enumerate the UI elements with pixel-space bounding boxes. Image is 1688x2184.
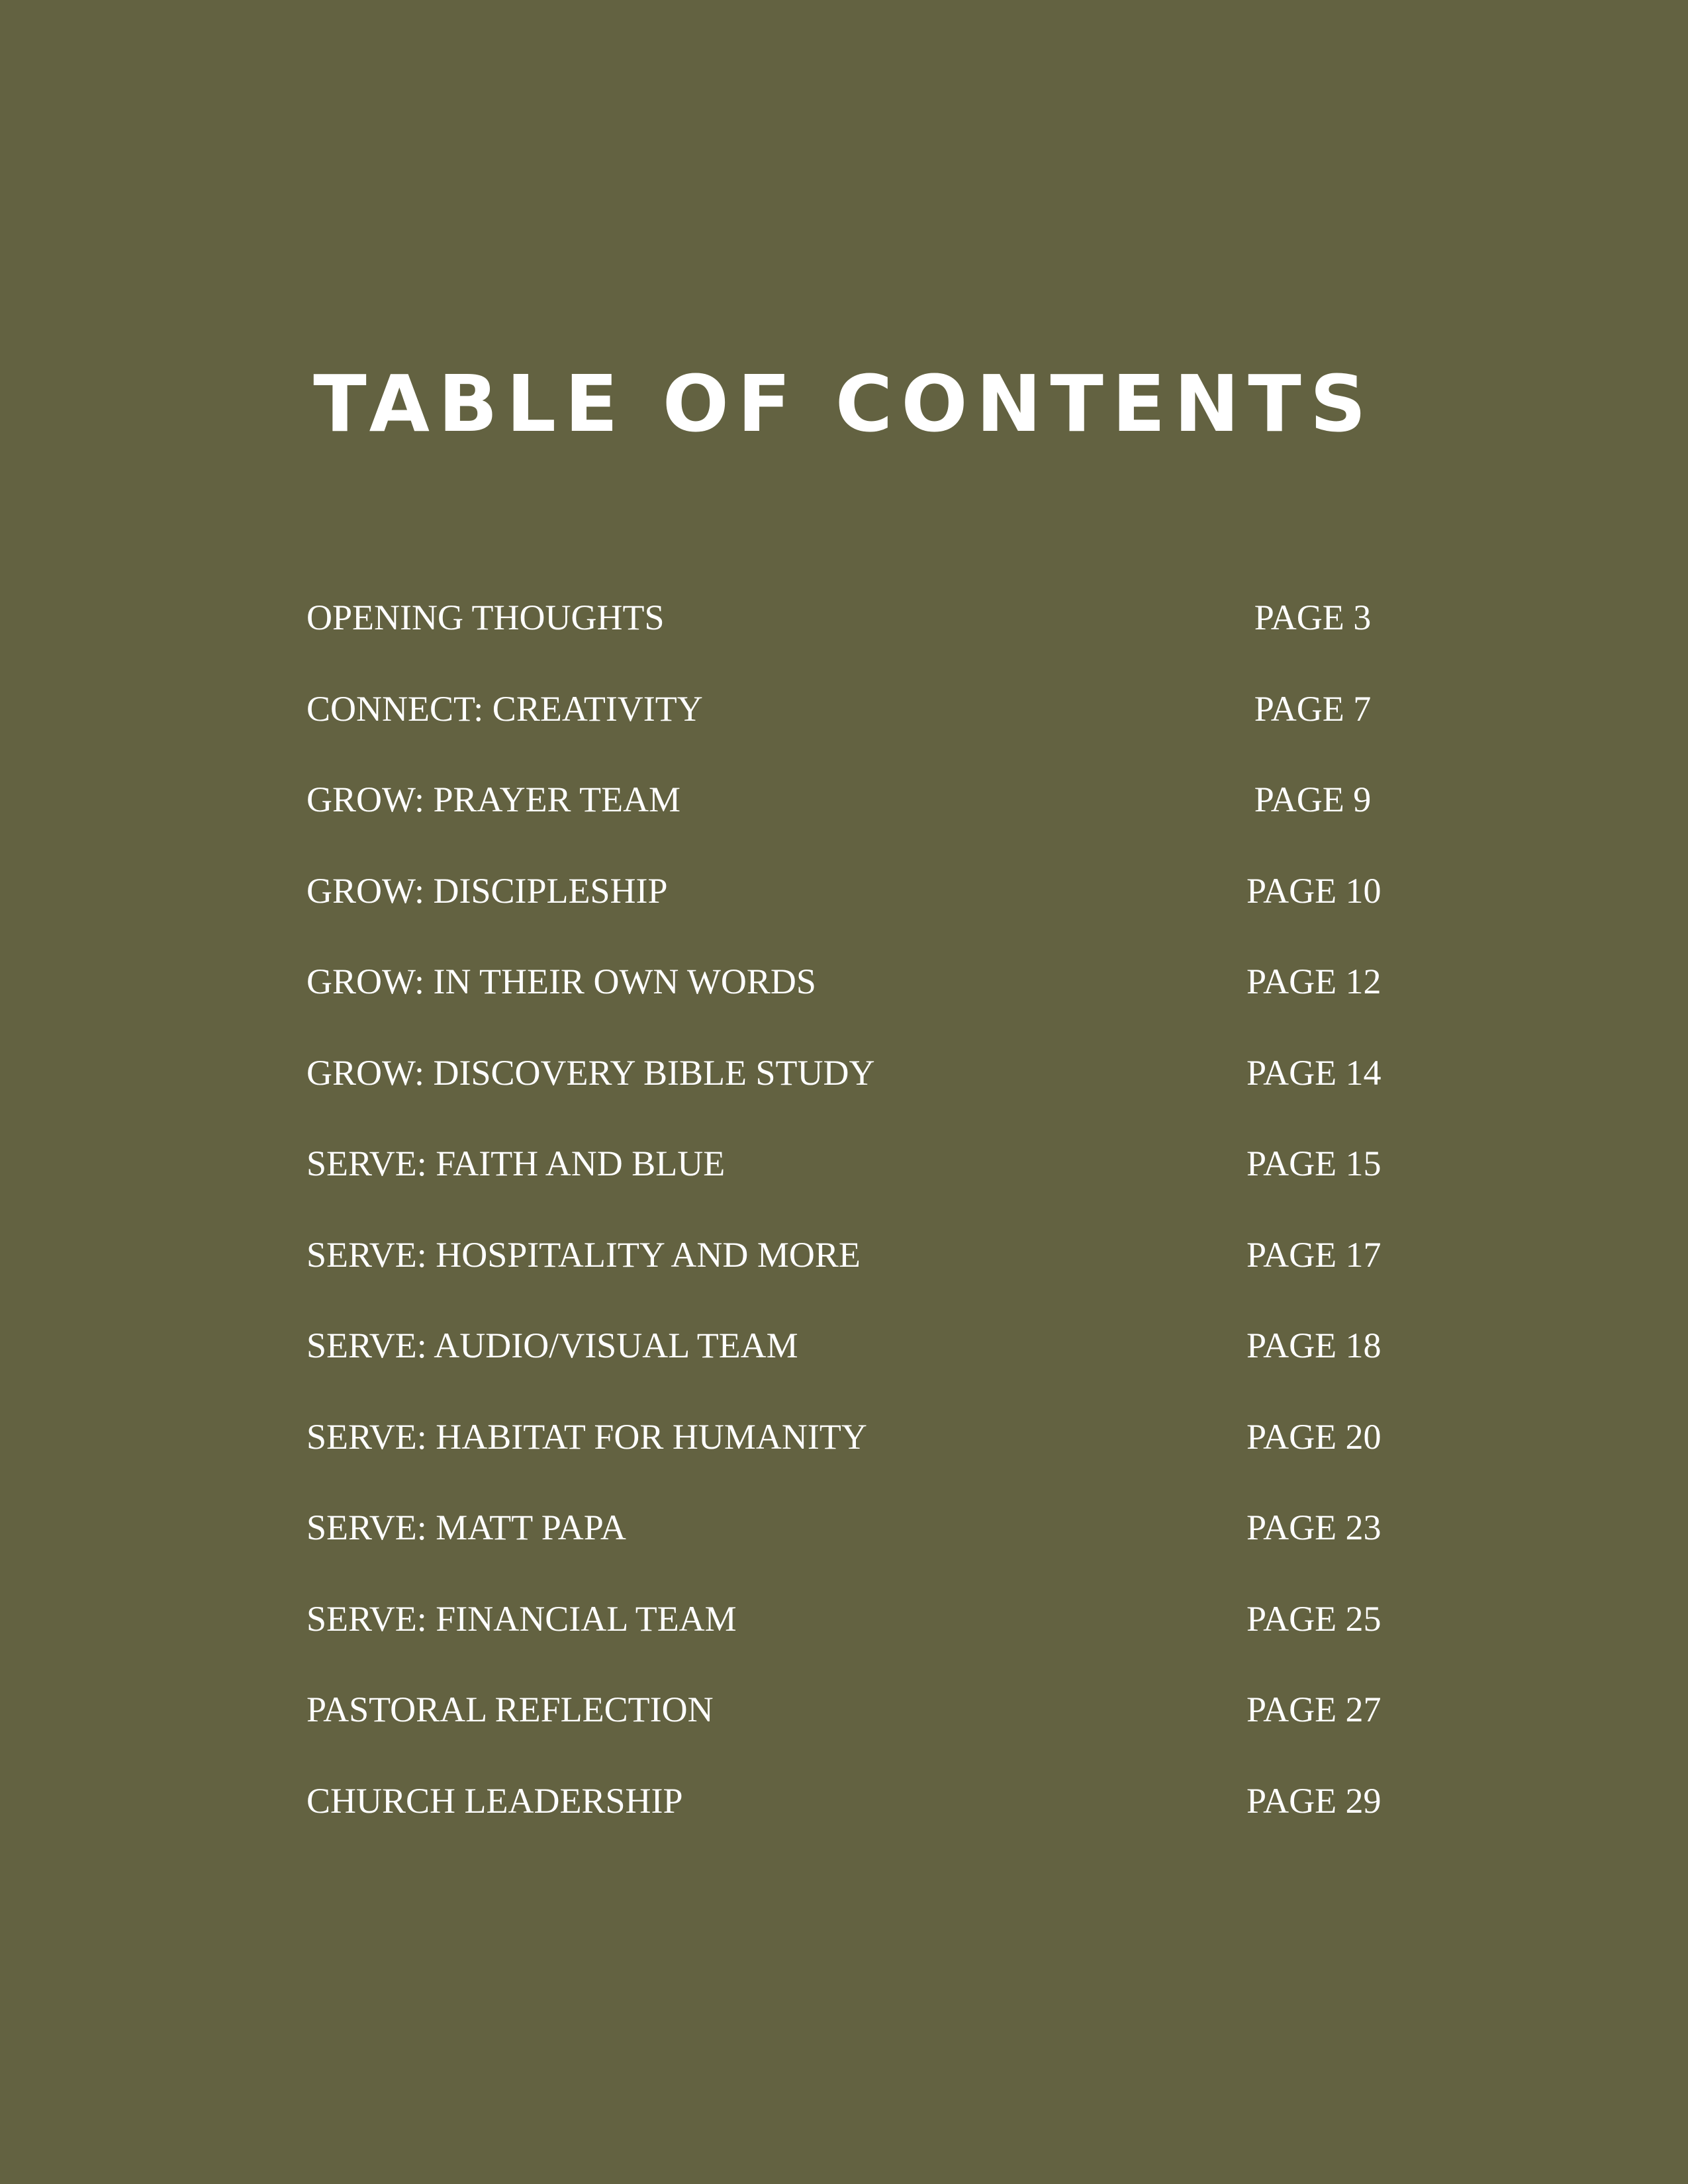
toc-entry-label: SERVE: HABITAT FOR HUMANITY — [306, 1416, 867, 1457]
toc-entry-label: SERVE: AUDIO/VISUAL TEAM — [306, 1326, 798, 1365]
toc-entry — [306, 588, 1392, 679]
toc-entry-page: PAGE 17 — [1246, 1234, 1382, 1275]
toc-list — [306, 588, 1392, 1862]
toc-entry-label: GROW: DISCOVERY BIBLE STUDY — [306, 1052, 875, 1093]
toc-entry-page: PAGE 7 — [1254, 688, 1372, 729]
toc-entry-label: GROW: IN THEIR OWN WORDS — [306, 962, 816, 1001]
toc-entry-label: GROW: DISCIPLESHIP — [306, 870, 668, 911]
toc-entry — [306, 861, 1392, 952]
toc-entry-label: SERVE: MATT PAPA — [306, 1508, 626, 1547]
toc-entry — [306, 1407, 1392, 1498]
toc-entry-label: GROW: PRAYER TEAM — [306, 780, 681, 819]
toc-entry — [306, 1134, 1392, 1225]
toc-entry-label: SERVE: HOSPITALITY AND MORE — [306, 1234, 861, 1275]
toc-entry — [306, 1498, 1392, 1589]
toc-entry-page: PAGE 18 — [1246, 1326, 1382, 1365]
toc-entry — [306, 1771, 1392, 1862]
toc-entry-page: PAGE 14 — [1246, 1052, 1382, 1093]
toc-entry — [306, 1043, 1392, 1134]
toc-entry — [306, 952, 1392, 1043]
toc-entry-page: PAGE 9 — [1254, 780, 1372, 819]
toc-entry-label: PASTORAL REFLECTION — [306, 1690, 714, 1729]
toc-entry — [306, 770, 1392, 861]
toc-entry-label: CONNECT: CREATIVITY — [306, 688, 703, 729]
toc-entry-label: CHURCH LEADERSHIP — [306, 1780, 683, 1821]
toc-entry-label: SERVE: FINANCIAL TEAM — [306, 1598, 737, 1639]
toc-entry-page: PAGE 27 — [1246, 1690, 1382, 1729]
toc-entry — [306, 1589, 1392, 1680]
toc-entry-page: PAGE 10 — [1246, 870, 1382, 911]
toc-entry — [306, 679, 1392, 770]
toc-entry-page: PAGE 15 — [1246, 1144, 1382, 1183]
toc-entry — [306, 1316, 1392, 1407]
toc-entry — [306, 1225, 1392, 1316]
toc-entry-page: PAGE 25 — [1246, 1598, 1382, 1639]
toc-entry-page: PAGE 3 — [1254, 598, 1372, 637]
page-title: TABLE OF CONTENTS — [313, 358, 1375, 449]
toc-entry-page: PAGE 29 — [1246, 1780, 1382, 1821]
toc-entry-label: OPENING THOUGHTS — [306, 598, 665, 637]
toc-entry — [306, 1680, 1392, 1771]
toc-entry-page: PAGE 23 — [1246, 1508, 1382, 1547]
toc-entry-page: PAGE 20 — [1246, 1416, 1382, 1457]
toc-entry-label: SERVE: FAITH AND BLUE — [306, 1144, 726, 1183]
toc-entry-page: PAGE 12 — [1246, 962, 1382, 1001]
